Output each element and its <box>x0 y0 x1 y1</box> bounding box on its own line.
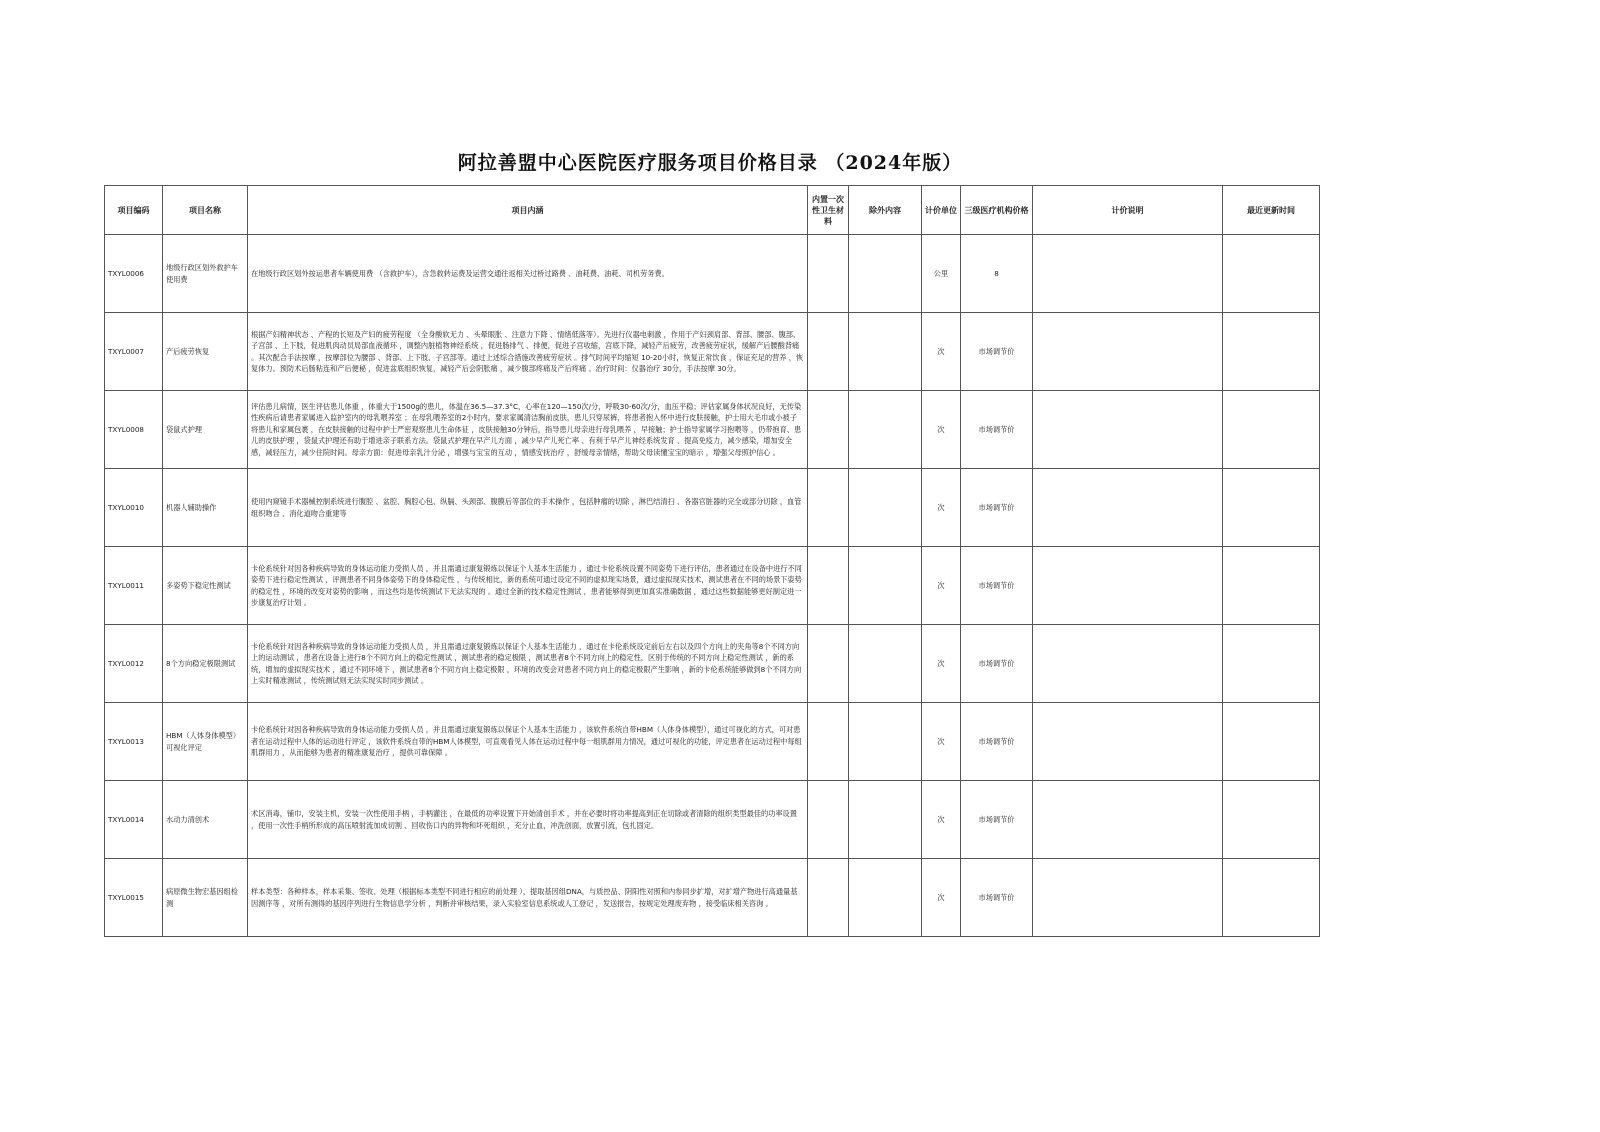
cell-updated <box>1223 703 1320 781</box>
cell-excluded <box>849 547 922 625</box>
cell-price: 市场调节价 <box>961 859 1033 937</box>
cell-name: 产后疲劳恢复 <box>163 313 248 391</box>
cell-excluded <box>849 313 922 391</box>
cell-note <box>1033 781 1223 859</box>
table-header-row <box>105 186 1320 235</box>
header-material: 内置一次性卫生材料 <box>808 186 849 235</box>
table-row <box>105 859 1320 937</box>
cell-name: 水动力清创术 <box>163 781 248 859</box>
cell-content: 评估患儿病情，医生评估患儿体重 ，体重大于1500g的患儿，体温在36.5—37.3°C，心率在120—150次/分，呼吸30-60次/分，血压平稳；评估家属身体状况良好，无传染性疾病后请患者家属进入监护室内的母乳喂养室 ；在母乳喂养室的2小时内，要求家属清洁胸前皮肤，患儿只穿尿裤，将患者抱入怀中进行皮肤接触，护士用大毛巾或小被子将患儿和家属包裹 ，在皮肤接触的过程中护士严密观察患儿生命体征 ，皮肤接触30分钟后，指导患儿母亲进行母乳喂养 ，早接触；护士指导家属学习抱喂等 ，仍带抱育、患儿的皮肤护理 ，袋鼠式护理还有助于增进亲子联系方法。袋鼠式护理在早产儿方面 ，减少早产儿死亡率 、有利于早产儿神经系统发育 、提高免疫力，减少感染，增加安全感，减轻压力，减少住院时间。母亲方面：促进母亲乳汁分泌 ，增强与宝宝的互动 ，情感安抚治疗 ，舒缓母亲情绪，帮助父母读懂宝宝的暗示 ，增强父母照护信心 。 <box>248 391 808 469</box>
cell-note <box>1033 313 1223 391</box>
cell-name: HBM（人体身体模型）可视化评定 <box>163 703 248 781</box>
cell-price: 市场调节价 <box>961 703 1033 781</box>
cell-note <box>1033 235 1223 313</box>
header-content: 项目内涵 <box>248 186 808 235</box>
cell-updated <box>1223 547 1320 625</box>
cell-note <box>1033 547 1223 625</box>
header-note: 计价说明 <box>1033 186 1223 235</box>
cell-material <box>808 625 849 703</box>
cell-updated <box>1223 391 1320 469</box>
cell-unit: 次 <box>922 859 961 937</box>
table-row <box>105 625 1320 703</box>
cell-material <box>808 859 849 937</box>
cell-content: 使用内窥镜手术器械控制系统进行腹腔 、盆腔、胸腔心包、纵膈、头颈部、腹膜后等部位的手术操作 ，包括肿瘤的切除 ，淋巴结清扫 、各器官脏器的完全或部分切除 ，血管组织吻合 、消化道吻合重建等 <box>248 469 808 547</box>
cell-note <box>1033 625 1223 703</box>
table-row <box>105 391 1320 469</box>
cell-material <box>808 469 849 547</box>
header-excluded: 除外内容 <box>849 186 922 235</box>
cell-name: 袋鼠式护理 <box>163 391 248 469</box>
cell-material <box>808 703 849 781</box>
cell-name: 病原微生物宏基因组检测 <box>163 859 248 937</box>
cell-code: TXYL0008 <box>105 391 163 469</box>
cell-material <box>808 781 849 859</box>
cell-code: TXYL0013 <box>105 703 163 781</box>
page-title: 阿拉善盟中心医院医疗服务项目价格目录 （2024年版） <box>457 152 963 174</box>
header-updated: 最近更新时间 <box>1223 186 1320 235</box>
cell-code: TXYL0006 <box>105 235 163 313</box>
cell-updated <box>1223 235 1320 313</box>
cell-material <box>808 313 849 391</box>
cell-updated <box>1223 625 1320 703</box>
cell-code: TXYL0010 <box>105 469 163 547</box>
header-unit: 计价单位 <box>922 186 961 235</box>
cell-price: 市场调节价 <box>961 625 1033 703</box>
cell-note <box>1033 703 1223 781</box>
cell-unit: 次 <box>922 547 961 625</box>
cell-excluded <box>849 625 922 703</box>
cell-code: TXYL0007 <box>105 313 163 391</box>
cell-name: 8个方向稳定极限测试 <box>163 625 248 703</box>
cell-unit: 次 <box>922 781 961 859</box>
table-row <box>105 469 1320 547</box>
cell-content: 样本类型：各种样本，样本采集、签收、处理（根据标本类型不同进行相应的前处理 ），提取基因组DNA，与质控品、阴阳性对照和内参同步扩增，对扩增产物进行高通量基因测序等 ，对所有测得的基因序列进行生物信息学分析 ，判断并审核结果，录入实验室信息系统或人工登记 ，发送报告，按规定处理废弃物 ，接受临床相关咨询 。 <box>248 859 808 937</box>
cell-price: 市场调节价 <box>961 547 1033 625</box>
cell-excluded <box>849 781 922 859</box>
cell-excluded <box>849 469 922 547</box>
cell-code: TXYL0011 <box>105 547 163 625</box>
table-row <box>105 235 1320 313</box>
cell-note <box>1033 859 1223 937</box>
cell-unit: 次 <box>922 625 961 703</box>
table-row <box>105 547 1320 625</box>
cell-unit: 公里 <box>922 235 961 313</box>
cell-material <box>808 391 849 469</box>
cell-excluded <box>849 235 922 313</box>
cell-code: TXYL0012 <box>105 625 163 703</box>
cell-name: 机器人辅助操作 <box>163 469 248 547</box>
cell-price: 市场调节价 <box>961 781 1033 859</box>
cell-content: 在地级行政区划外按运患者车辆使用费 （含救护车），含急救转运费及运营交通往返相关过桥过路费 、油耗费、油耗、司机劳务费。 <box>248 235 808 313</box>
cell-content: 卡伦系统针对因各种疾病导致的身体运动能力受损人员 ，并且需通过康复锻炼以保证个人基本生活能力 ，该软件系统自带HBM（人体身体模型），通过可视化的方式，可对患者在运动过程中人体的运动进行评定 ，该软件系统自带的HBM人体模型，可直观看见人体在运动过程中每一组肌群用力情况，通过可视化的功能，评定患者在运动过程中每组肌群用力 ，从而能够为患者的精准康复治疗 ，提供可靠保障 。 <box>248 703 808 781</box>
cell-material <box>808 547 849 625</box>
cell-unit: 次 <box>922 469 961 547</box>
cell-excluded <box>849 859 922 937</box>
cell-name: 多姿势下稳定性测试 <box>163 547 248 625</box>
table-row <box>105 703 1320 781</box>
cell-excluded <box>849 391 922 469</box>
cell-code: TXYL0014 <box>105 781 163 859</box>
cell-unit: 次 <box>922 703 961 781</box>
table-row <box>105 313 1320 391</box>
cell-updated <box>1223 313 1320 391</box>
cell-material <box>808 235 849 313</box>
header-name: 项目名称 <box>163 186 248 235</box>
cell-code: TXYL0015 <box>105 859 163 937</box>
cell-name: 地级行政区划外救护车使用费 <box>163 235 248 313</box>
header-code: 项目编码 <box>105 186 163 235</box>
cell-content: 术区消毒，铺巾，安装主机，安装一次性使用手柄 ，手柄灌注 ，在最低的功率设置下开始清创手术 ，并在必要时将功率提高到正在切除或者清除的组织类型最佳的功率设置 ，使用一次性手柄所形成的高压喷射流加成切割 、回收伤口内的异物和坏死组织 ，充分止血，冲洗创面，放置引流，包扎固定。 <box>248 781 808 859</box>
cell-note <box>1033 391 1223 469</box>
cell-excluded <box>849 703 922 781</box>
cell-updated <box>1223 859 1320 937</box>
cell-price: 8 <box>961 235 1033 313</box>
cell-updated <box>1223 781 1320 859</box>
cell-price: 市场调节价 <box>961 313 1033 391</box>
cell-unit: 次 <box>922 391 961 469</box>
cell-note <box>1033 469 1223 547</box>
cell-content: 卡伦系统针对因各种疾病导致的身体运动能力受损人员 ，并且需通过康复锻炼以保证个人基本生活能力 ，通过卡伦系统设置不同姿势下进行评估，患者通过在设备中进行不同姿势下进行稳定性测试 ，评测患者不同身体姿势下的身体稳定性 ，与传统相比，新的系统可通过设定不同的虚拟现实场景，通过虚拟现实技术，测试患者在不同的场景下姿势的稳定性 ，环境的改变对姿势的影响 ，而这些均是传统测试下无法实现的 。通过全新的技术稳定性测试 ，患者能够得到更加真实准确数据 ，通过这些数据能够更好制定进一步康复治疗计划 。 <box>248 547 808 625</box>
cell-price: 市场调节价 <box>961 391 1033 469</box>
table-row <box>105 781 1320 859</box>
cell-price: 市场调节价 <box>961 469 1033 547</box>
cell-unit: 次 <box>922 313 961 391</box>
price-table <box>104 185 1320 937</box>
cell-content: 根据产妇精神状态 、产程的长短及产妇的疲劳程度 （全身酸软无力 、头晕眼胀 、注意力下降 、情绪低落等）。先进行仪器电刺激 ，作用于产妇颈肩部、背部、腰部、腹部、子宫部 、上下肢，促进肌肉动员局部血液循环 ，调整内脏植物神经系统 ，促进肠排气 、排便，促进子宫收缩，宫底下降，减轻产后疲劳，改善疲劳症状，缓解产后腰酸背痛 。其次配合手法按摩 ，按摩部位为腰部 、背部、上下肢、子宫部等。通过上述综合措施改善疲劳症状 。排气时间平均缩短 10-20小时，恢复正常饮食 ，保证充足的营养 ，恢复体力。预防术后肠粘连和产后便秘 ，促进盆底组织恢复，减轻产后会阴胀痛 ，减少腹部疼痛及产后疼痛 。治疗时间：仪器治疗 30分，手法按摩 30分。 <box>248 313 808 391</box>
cell-updated <box>1223 469 1320 547</box>
cell-content: 卡伦系统针对因各种疾病导致的身体运动能力受损人员 ，并且需通过康复锻炼以保证个人基本生活能力 ，通过在卡伦系统设定前后左右以及四个方向上的夹角等8个不同方向上的运动测试 ，患者在设备上进行8个不同方向上的稳定性测试 ，测试患者的稳定极限 ，测试患者8个不同方向上的稳定性，区别于传统的不同方向上稳定性测试 ，新的系统，增加的虚拟现实技术 ，通过不同环境下 ，测试患者8个不同方向上稳定极限 ，环境的改变会对患者不同方向上的稳定极限产生影响 ，新的卡伦系统能够做到8个不同方向上实时精准测试 ，传统测试则无法实现实时同步测试 。 <box>248 625 808 703</box>
header-price: 三级医疗机构价格 <box>961 186 1033 235</box>
